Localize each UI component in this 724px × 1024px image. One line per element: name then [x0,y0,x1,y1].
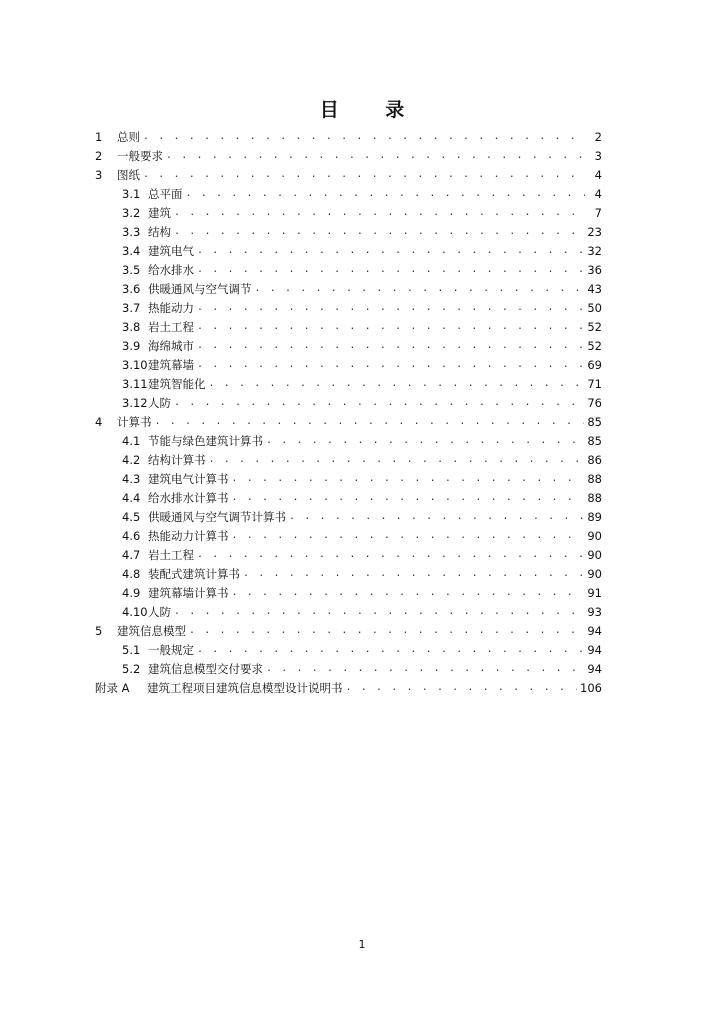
toc-leader-dots [266,662,584,676]
toc-entry[interactable] [122,600,602,619]
page-title: 目 录 [319,99,425,121]
toc-entry-number: 4.1 [122,434,141,448]
toc-leader-dots [197,301,584,315]
toc-leader-dots [174,225,584,239]
toc-entry-label: 给水排水计算书 [148,491,229,505]
toc-leader-dots [197,244,584,258]
toc-entry-number: 3.2 [122,206,141,220]
toc-entry[interactable] [122,524,602,543]
toc-entry[interactable] [122,657,602,676]
toc-leader-dots [143,130,585,144]
toc-entry-page: 32 [587,244,602,258]
toc-entry-page: 90 [587,529,602,543]
toc-entry[interactable] [95,410,602,429]
toc-leader-dots [232,529,585,543]
toc-leader-dots [266,434,584,448]
toc-entry-number: 3.1 [122,187,141,201]
toc-entry[interactable] [122,296,602,315]
toc-leader-dots [189,624,584,638]
toc-entry-label: 岩土工程 [148,320,194,334]
toc-entry-label: 一般规定 [148,643,194,657]
toc-entry[interactable] [122,581,602,600]
toc-entry-label: 建筑幕墙计算书 [148,586,229,600]
toc-entry[interactable] [122,448,602,467]
toc-entry-number: 3.3 [122,225,141,239]
toc-entry[interactable] [95,619,602,638]
toc-entry-label: 供暖通风与空气调节计算书 [148,510,286,524]
toc-entry-page: 50 [587,301,602,315]
toc-entry-number: 3.11 [122,377,148,391]
toc-entry-label: 给水排水 [148,263,194,277]
toc-entry-page: 106 [580,681,602,695]
toc-entry-label: 总平面 [148,187,183,201]
toc-entry-page: 43 [587,282,602,296]
toc-entry-page: 90 [587,567,602,581]
toc-entry-number: 4 [95,415,103,429]
toc-entry-label: 建筑 [148,206,171,220]
toc-entry-number: 4.10 [122,605,148,619]
toc-entry-number: 3.9 [122,339,141,353]
toc-entry-label: 建筑智能化 [148,377,206,391]
toc-entry-page: 52 [587,339,602,353]
toc-entry-number: 1 [95,130,103,144]
toc-entry-number: 3 [95,168,103,182]
page-number: 1 [358,938,366,951]
toc-entry[interactable] [122,315,602,334]
toc-entry-number: 5.1 [122,643,141,657]
toc-leader-dots [155,415,585,429]
toc-entry-label: 建筑电气计算书 [148,472,229,486]
toc-entry[interactable] [122,334,602,353]
toc-entry-number: 4.9 [122,586,141,600]
toc-entry-number: 5.2 [122,662,141,676]
toc-entry-page: 23 [587,225,602,239]
toc-entry-number: 附录 A [95,681,130,695]
toc-entry[interactable] [122,543,602,562]
toc-entry[interactable] [95,144,602,163]
toc-entry-label: 热能动力 [148,301,194,315]
toc-entry-page: 91 [587,586,602,600]
toc-entry-page: 86 [587,453,602,467]
toc-leader-dots [174,605,584,619]
toc-entry-label: 海绵城市 [148,339,194,353]
toc-entry[interactable] [122,182,602,201]
toc-entry-page: 52 [587,320,602,334]
toc-leader-dots [197,548,584,562]
toc-entry-label: 计算书 [117,415,152,429]
toc-entry[interactable] [122,220,602,239]
toc-leader-dots [209,453,585,467]
toc-leader-dots [232,586,585,600]
toc-leader-dots [197,320,584,334]
toc-leader-dots [232,472,585,486]
toc-entry[interactable] [122,429,602,448]
toc-entry[interactable] [122,277,602,296]
toc-entry-page: 7 [594,206,602,220]
toc-entry-number: 4.8 [122,567,141,581]
toc-entry-label: 图纸 [117,168,140,182]
toc-entry-number: 4.5 [122,510,141,524]
toc-leader-dots [174,206,585,220]
toc-entry-label: 结构 [148,225,171,239]
toc-leader-dots [243,567,584,581]
toc-entry-page: 71 [587,377,602,391]
toc-entry-number: 4.4 [122,491,141,505]
toc-leader-dots [174,396,584,410]
toc-entry-label: 一般要求 [117,149,163,163]
toc-entry-label: 建筑电气 [148,244,194,258]
toc-entry[interactable] [122,486,602,505]
toc-entry-number: 3.7 [122,301,141,315]
toc-entry-label: 建筑信息模型交付要求 [148,662,263,676]
toc-entry-page: 36 [587,263,602,277]
toc-entry-label: 岩土工程 [148,548,194,562]
toc-entry-number: 4.7 [122,548,141,562]
toc-entry-label: 装配式建筑计算书 [148,567,240,581]
toc-entry-number: 3.6 [122,282,141,296]
toc-entry-number: 4.6 [122,529,141,543]
toc-entry[interactable] [122,562,602,581]
toc-leader-dots [346,681,578,695]
toc-entry-page: 90 [587,548,602,562]
toc-entry-page: 76 [587,396,602,410]
toc-entry[interactable] [95,676,602,695]
toc-leader-dots [289,510,584,524]
toc-entry-page: 85 [587,415,602,429]
toc-entry[interactable] [122,638,602,657]
toc-leader-dots [232,491,585,505]
toc-entry-label: 建筑信息模型 [117,624,186,638]
toc-entry-number: 3.8 [122,320,141,334]
toc-entry-number: 5 [95,624,103,638]
toc-leader-dots [186,187,586,201]
toc-entry[interactable] [95,163,602,182]
toc-entry[interactable] [95,125,602,144]
toc-entry-page: 4 [594,168,602,182]
toc-entry[interactable] [122,505,602,524]
toc-entry-page: 88 [587,472,602,486]
toc-leader-dots [197,263,584,277]
toc-entry-page: 89 [587,510,602,524]
toc-entry-label: 建筑幕墙 [148,358,194,372]
toc-entry-page: 94 [587,624,602,638]
toc-entry-label: 热能动力计算书 [148,529,229,543]
toc-entry-label: 人防 [148,605,171,619]
toc-entry-label: 节能与绿色建筑计算书 [148,434,263,448]
toc-entry[interactable] [122,372,602,391]
toc-entry-number: 3.4 [122,244,141,258]
toc-entry[interactable] [122,391,602,410]
toc-entry-page: 4 [594,187,602,201]
toc-entry-label: 总则 [117,130,140,144]
toc-entry-page: 94 [587,662,602,676]
toc-entry-number: 4.3 [122,472,141,486]
toc-entry[interactable] [122,258,602,277]
toc-entry-label: 人防 [148,396,171,410]
toc-leader-dots [166,149,585,163]
toc-entry[interactable] [122,239,602,258]
toc-entry-page: 3 [594,149,602,163]
toc-entry[interactable] [122,353,602,372]
toc-entry-label: 结构计算书 [148,453,206,467]
toc-entry-label: 供暖通风与空气调节 [148,282,252,296]
toc-entry-page: 88 [587,491,602,505]
toc-entry-label: 建筑工程项目建筑信息模型设计说明书 [147,681,343,695]
toc-entry-number: 3.12 [122,396,148,410]
toc-entry-number: 4.2 [122,453,141,467]
toc-entry-page: 93 [587,605,602,619]
toc-leader-dots [209,377,585,391]
toc-leader-dots [197,339,584,353]
toc-entry-page: 94 [587,643,602,657]
toc-leader-dots [143,168,585,182]
toc-entry-number: 2 [95,149,103,163]
toc-leader-dots [255,282,585,296]
toc-entry[interactable] [122,201,602,220]
toc-entry-number: 3.5 [122,263,141,277]
toc-leader-dots [197,358,584,372]
toc-entry[interactable] [122,467,602,486]
toc-entry-page: 85 [587,434,602,448]
toc-entry-number: 3.10 [122,358,148,372]
toc-entry-page: 69 [587,358,602,372]
toc-entry-page: 2 [594,130,602,144]
toc-leader-dots [197,643,584,657]
